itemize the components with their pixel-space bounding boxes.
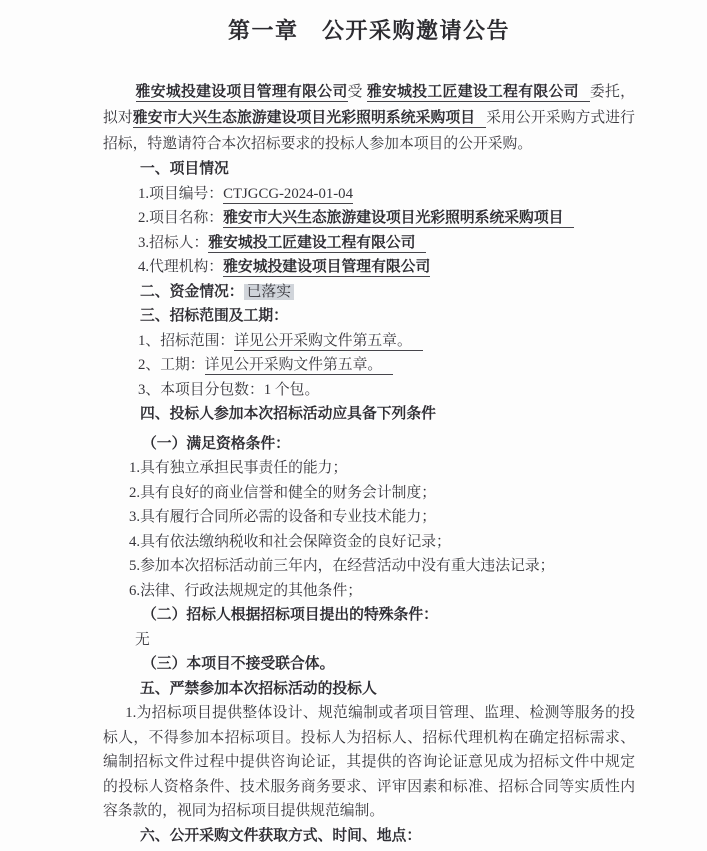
- agent-value: 雅安城投建设项目管理有限公司: [223, 259, 431, 275]
- special-conditions-heading: [103, 603, 635, 628]
- project-number-value: CTJGCG-2024-01-04: [223, 185, 353, 202]
- funding-status-value: 已落实: [244, 284, 294, 300]
- section-6-heading-text: 六、公开采购文件获取方式、时间、地点：: [140, 827, 422, 844]
- bid-scope-row: [103, 329, 635, 354]
- intro-tail: 采用公开采购方式进行招标，特邀请符合本次招标要求的投标人参加本项目的公开采购。: [103, 110, 635, 152]
- section-6-heading: [103, 824, 635, 849]
- section-5-heading: [103, 677, 635, 702]
- qualification-item-4: 4.具有依法缴纳税收和社会保障资金的良好记录；: [129, 533, 451, 550]
- section-2-heading-text: 二、资金情况：: [140, 283, 244, 300]
- project-title-value: 雅安市大兴生态旅游建设项目光彩照明系统采购项目: [223, 210, 574, 228]
- project-title-row: [103, 206, 635, 231]
- duration-value: 详见公开采购文件第五章。: [205, 357, 394, 375]
- special-conditions-value: 无: [135, 631, 150, 648]
- section-3-heading-text: 三、招标范围及工期：: [140, 308, 288, 324]
- project-number-label: 1.项目编号：: [138, 185, 224, 202]
- qualification-item-2: 2.具有良好的商业信誉和健全的财务会计制度；: [129, 484, 437, 501]
- qualification-item-5: 5.参加本次招标活动前三年内，在经营活动中没有重大违法记录；: [129, 558, 555, 574]
- prohibition-paragraph: 1.为招标项目提供整体设计、规范编制或者项目管理、监理、检测等服务的投标人，不得参加本招标项目。投标人为招标人、招标代理机构在确定招标需求、编制招标文件过程中提供咨询论证，其提供的咨询论证意见成为招标文件中规定的投标人资格条件、技术服务商务要求、评审因素和标准、招标合同等实质性内容条款的，视同为招标项目提供规范编制。: [103, 705, 635, 819]
- bid-scope-value: 详见公开采购文件第五章。: [234, 333, 423, 351]
- consortium-heading-text: （三）本项目不接受联合体。: [142, 656, 335, 672]
- section-1-heading: [103, 157, 635, 182]
- section-3-heading: [103, 304, 635, 329]
- section-1-heading-text: 一、项目情况: [140, 161, 229, 177]
- intro-lead: 拟对: [103, 110, 133, 126]
- qualification-item-3: 3.具有履行合同所必需的设备和专业技术能力；: [129, 509, 437, 525]
- project-name: 雅安市大兴生态旅游建设项目光彩照明系统采购项目: [133, 110, 486, 128]
- consortium-heading: [103, 652, 635, 677]
- package-count-row: [103, 378, 635, 403]
- agency-name: 雅安城投建设项目管理有限公司: [135, 84, 348, 100]
- duration-label: 2、工期：: [138, 357, 205, 373]
- section-5-heading-text: 五、严禁参加本次招标活动的投标人: [140, 680, 377, 697]
- section-4-heading: [103, 402, 635, 427]
- duration-row: [103, 353, 635, 378]
- intro-connector-1: 受: [347, 84, 367, 100]
- project-title-label: 2.项目名称：: [138, 210, 224, 226]
- qualification-heading: [103, 432, 635, 457]
- client-name: 雅安城投工匠建设工程有限公司: [367, 84, 590, 102]
- project-number-row: [103, 182, 635, 207]
- intro-paragraph: [103, 79, 635, 157]
- agent-row: [103, 255, 635, 280]
- section-4-heading-text: 四、投标人参加本次招标活动应具备下列条件: [140, 406, 436, 422]
- chapter-title: 第一章 公开采购邀请公告: [227, 18, 510, 43]
- qualification-heading-text: （一）满足资格条件：: [142, 435, 290, 452]
- qualification-item-6: 6.法律、行政法规规定的其他条件；: [129, 582, 363, 599]
- qualification-item-1: 1.具有独立承担民事责任的能力；: [129, 460, 348, 476]
- agent-label: 4.代理机构：: [138, 259, 224, 275]
- section-2-heading-row: [103, 280, 635, 305]
- package-count-value: 1 个包。: [263, 381, 320, 398]
- package-count-label: 3、本项目分包数：: [138, 381, 264, 398]
- special-conditions-heading-text: （二）招标人根据招标项目提出的特殊条件：: [142, 607, 438, 623]
- tenderee-value: 雅安城投工匠建设工程有限公司: [208, 235, 426, 253]
- tenderee-label: 3.招标人：: [138, 234, 209, 251]
- intro-connector-2: 委托，: [589, 84, 635, 100]
- bid-scope-label: 1、招标范围：: [138, 332, 235, 349]
- tenderee-row: [103, 231, 635, 256]
